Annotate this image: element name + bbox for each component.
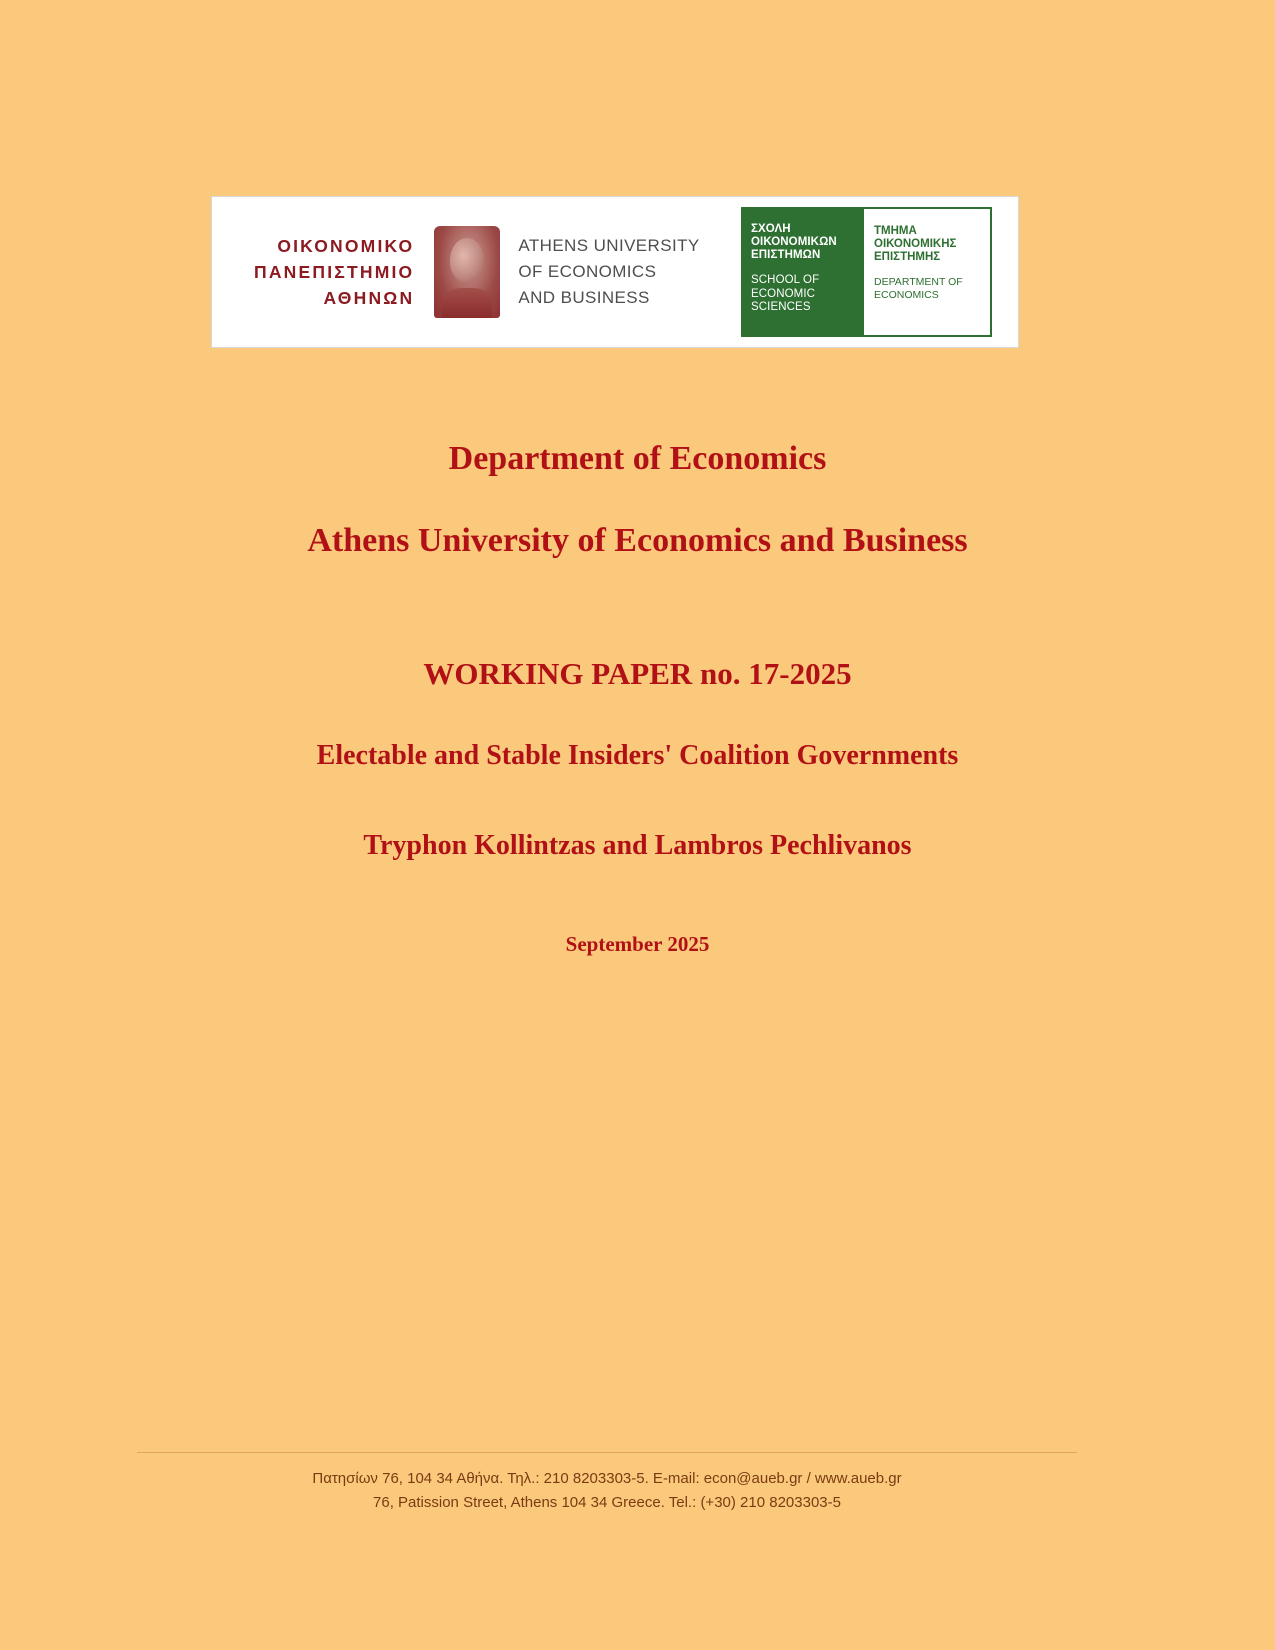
school-name-greek — [751, 223, 856, 262]
school-of-economic-sciences-block — [741, 207, 864, 337]
department-name-greek — [874, 225, 982, 264]
university-name-english-line1: ATHENS UNIVERSITY — [518, 236, 700, 255]
department-name-english-line1: DEPARTMENT OF — [874, 276, 963, 288]
department-name-english — [874, 276, 982, 301]
university-name-greek-line2: ΠΑΝΕΠΙΣΤΗΜΙΟ — [254, 262, 415, 282]
school-name-english — [751, 274, 856, 315]
footer-address-english: 76, Patission Street, Athens 104 34 Greece. Tel.: (+30) 210 8203303-5 — [373, 1494, 841, 1511]
publication-date: September 2025 — [565, 932, 710, 956]
school-name-greek-line2: ΟΙΚΟΝΟΜΙΚΩΝ — [751, 236, 837, 248]
page-footer — [137, 1452, 1077, 1515]
university-logo-group — [212, 226, 700, 318]
working-paper-number: WORKING PAPER no. 17-2025 — [423, 656, 852, 691]
university-name-english-line2: OF ECONOMICS — [518, 262, 657, 281]
school-name-english-line2: ECONOMIC — [751, 287, 816, 300]
department-name-english-line2: ECONOMICS — [874, 288, 939, 301]
department-heading: Department of Economics — [448, 440, 827, 477]
university-name-greek-line3: ΑΘΗΝΩΝ — [323, 288, 415, 308]
department-of-economics-block — [864, 207, 992, 337]
school-name-greek-line1: ΣΧΟΛΗ — [751, 223, 791, 235]
university-heading: Athens University of Economics and Business — [307, 522, 968, 559]
department-name-greek-line1: ΤΜΗΜΑ — [874, 225, 917, 237]
page-title: Electable and Stable Insiders' Coalition Governments — [316, 740, 959, 771]
aueb-logo-banner — [211, 196, 1019, 348]
footer-divider — [137, 1452, 1077, 1453]
university-name-greek — [254, 233, 414, 311]
university-name-english — [518, 233, 699, 311]
footer-address-greek: Πατησίων 76, 104 34 Αθήνα. Τηλ.: 210 8203303-5. E-mail: econ@aueb.gr / www.aueb.gr — [312, 1470, 902, 1487]
authors: Tryphon Kollintzas and Lambros Pechlivanos — [363, 830, 912, 861]
school-department-logo-group — [741, 207, 992, 337]
classical-bust-icon — [434, 226, 500, 318]
department-name-greek-line2: ΟΙΚΟΝΟΜΙΚΗΣ — [874, 238, 957, 250]
university-name-english-line3: AND BUSINESS — [518, 288, 650, 307]
school-name-english-line1: SCHOOL OF — [751, 274, 820, 286]
cover-title-block — [0, 440, 1275, 957]
school-name-english-line3: SCIENCES — [751, 301, 811, 313]
university-name-greek-line1: ΟΙΚΟΝΟΜΙΚΟ — [277, 236, 415, 256]
department-name-greek-line3: ΕΠΙΣΤΗΜΗΣ — [874, 251, 941, 263]
school-name-greek-line3: ΕΠΙΣΤΗΜΩΝ — [751, 249, 821, 261]
